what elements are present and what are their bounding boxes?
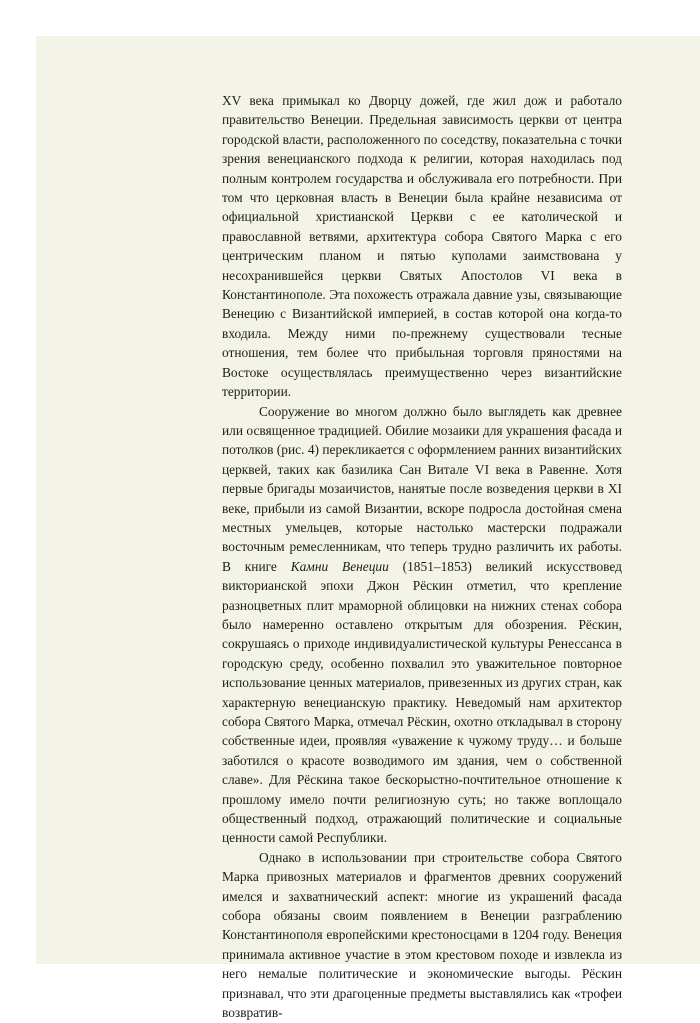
book-page [36, 36, 700, 1021]
body-text [222, 91, 622, 1023]
paragraph-2 [222, 402, 622, 848]
paragraph-3-text: Однако в использовании при строительстве собора Святого Марка привозных материалов и фрагментов древних сооружений имелся и захватнический аспект: многие из украшений фасада собора обязаны своим появлением в Венеции разграблению Константинополя европейскими крестоносцами в 1204 году. Венеция принимала активное участие в этом крестовом походе и извлекла из него немалые политические и экономические выгоды. Рёскин признавал, что эти драгоценные предметы выставлялись как «трофеи возвратив- [222, 849, 622, 1021]
paragraph-1 [222, 91, 622, 402]
book-title-italic: Камни Венеции [290, 558, 389, 574]
paragraph-3 [222, 848, 622, 1023]
paragraph-2-text-b: (1851–1853) великий искусствовед викторианской эпохи Джон Рёскин отметил, что крепление разноцветных плит мраморной облицовки на нижних стенах собора было намеренно оставлено открытым для обозрения. Рёскин, сокрушаясь о приходе индивидуалистической культуры Ренессанса в городскую среду, особенно похвалил это уважительное повторное использование ценных материалов, привезенных из других стран, как характерную венецианскую практику. Неведомый нам архитектор собора Святого Марка, отмечал Рёскин, охотно откладывал в сторону собственные идеи, проявляя «уважение к чужому труду… и больше заботился о красоте возводимого им здания, чем о собственной славе». Для Рёскина такое бескорыстно-почтительное отношение к прошлому имело почти религиозную суть; но также воплощало общественный подход, отражающий политические и социальные ценности самой Республики. [222, 558, 622, 846]
paragraph-2-text-a: Сооружение во многом должно было выглядеть как древнее или освященное традицией. Обилие мозаики для украшения фасада и потолков (рис. 4) перекликается с оформлением ранних византийских церквей, таких как базилика Сан Витале VI века в Равенне. Хотя первые бригады мозаичистов, нанятые после возведения церкви в XI веке, прибыли из самой Византии, вскоре подросла достойная смена местных умельцев, которые настолько мастерски подражали восточным ремесленникам, что теперь трудно различить их работы. В книге [222, 403, 622, 574]
paragraph-1-text: XV века примыкал ко Дворцу дожей, где жил дож и работало правительство Венеции. Предельная зависимость церкви от центра городской власти, расположенного по соседству, показательна с точки зрения венецианского подхода к религии, которая находилась под полным контролем государства и обслуживала его потребности. При том что церковная власть в Венеции была крайне независима от официальной христианской Церкви с ее католической и православной ветвями, архитектура собора Святого Марка с его центрическим планом и пятью куполами заимствована у несохранившейся церкви Святых Апостолов VI века в Константинополе. Эта похожесть отражала давние узы, связывающие Венецию с Византийской империей, в состав которой она когда-то входила. Между ними по-прежнему существовали тесные отношения, тем более что прибыльная торговля пряностями на Востоке осуществлялась преимущественно через византийские территории. [222, 93, 622, 400]
